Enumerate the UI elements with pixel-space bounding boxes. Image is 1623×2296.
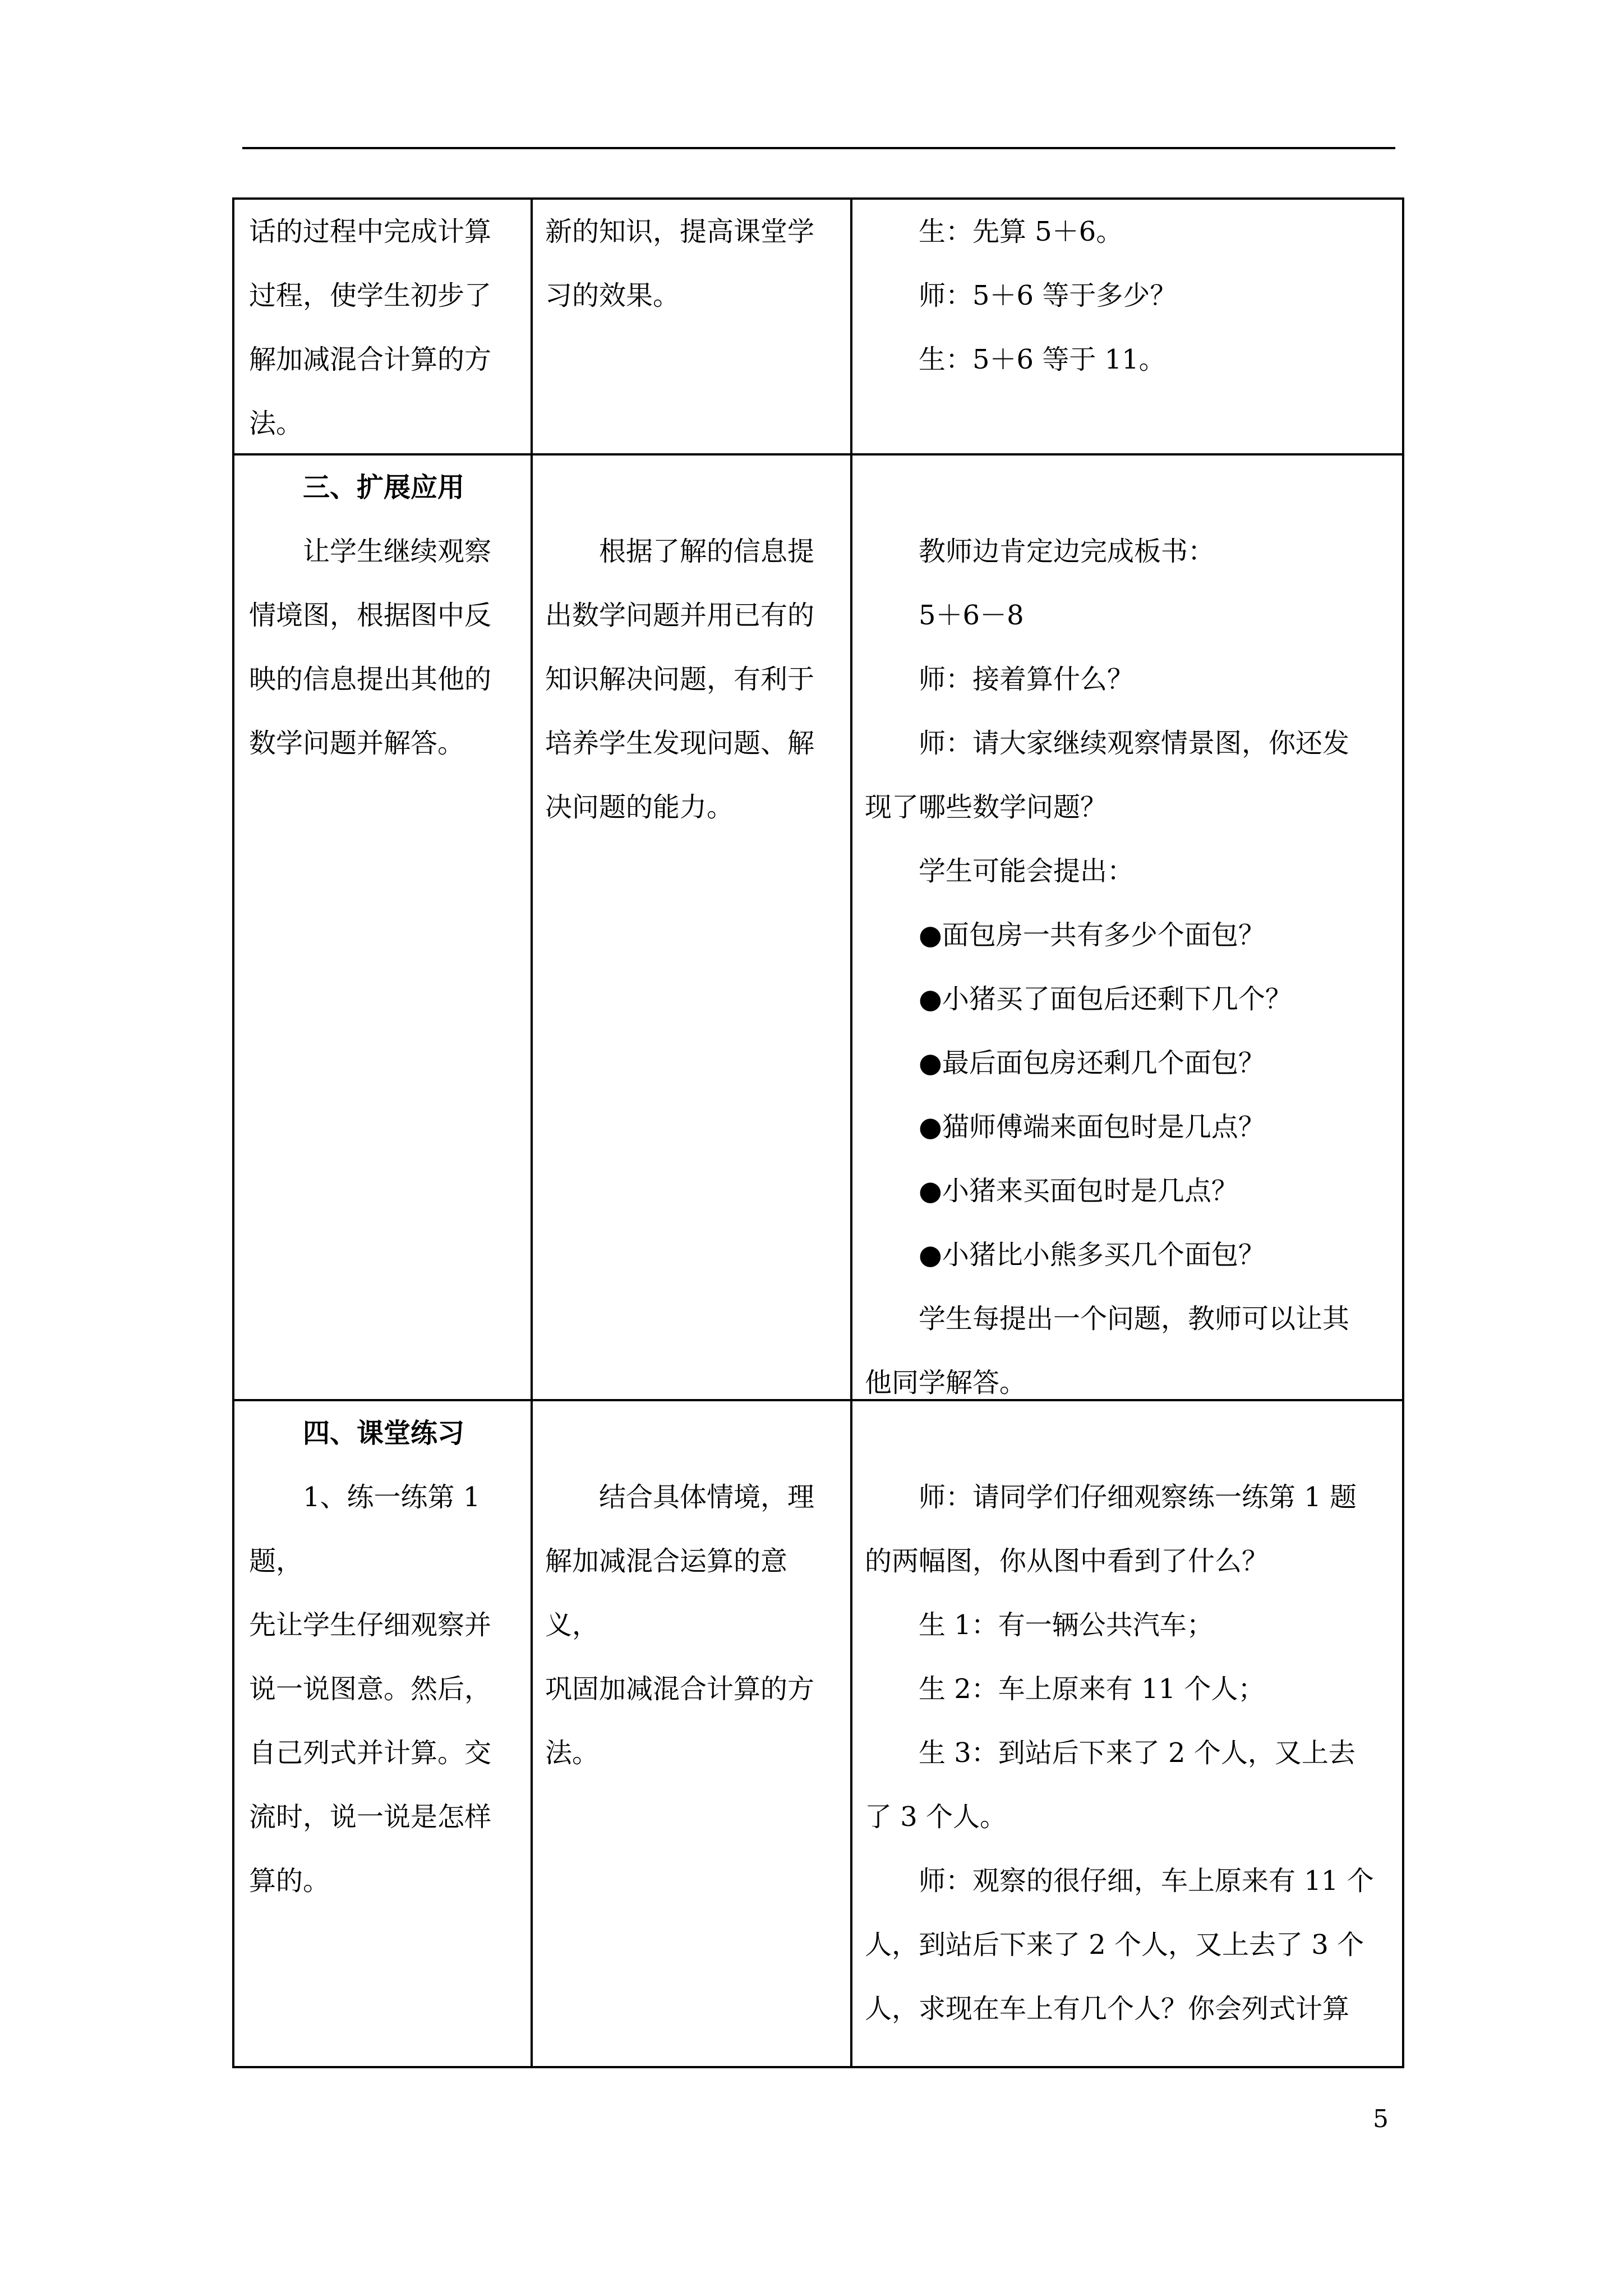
activity-cell xyxy=(234,455,531,1399)
text-line: 学生每提出一个问题，教师可以让其 xyxy=(919,1303,1350,1335)
text-line: 过程，使学生初步了 xyxy=(249,280,492,311)
intent-cell xyxy=(531,455,850,1399)
text-line: 解加减混合计算的方 xyxy=(249,344,492,375)
text-line: 结合具体情境，理 xyxy=(599,1481,815,1513)
text-line: 师：5＋6 等于多少？ xyxy=(919,280,1177,311)
text-line: 映的信息提出其他的 xyxy=(249,664,492,695)
text-line: 现了哪些数学问题？ xyxy=(865,792,1108,823)
text-line: 师：请同学们仔细观察练一练第 1 题 xyxy=(919,1481,1357,1513)
text-line: 算的。 xyxy=(249,1865,330,1897)
dialogue-cell xyxy=(850,200,1404,453)
activity-cell xyxy=(234,1401,531,2066)
text-line: 新的知识，提高课堂学 xyxy=(545,216,815,247)
list-item: ●最后面包房还剩几个面包？ xyxy=(919,1047,1265,1079)
list-item: ●猫师傅端来面包时是几点？ xyxy=(919,1111,1265,1143)
list-item: ●小猪来买面包时是几点？ xyxy=(919,1175,1238,1207)
text-line: 培养学生发现问题、解 xyxy=(545,728,815,759)
text-line: 说一说图意。然后， xyxy=(249,1673,492,1705)
intent-cell xyxy=(531,1401,850,2066)
text-line: 出数学问题并用已有的 xyxy=(545,600,815,631)
text-line: 生 1：有一辆公共汽车； xyxy=(919,1609,1214,1641)
text-line: 生 3：到站后下来了 2 个人，又上去 xyxy=(919,1737,1355,1769)
text-line: 知识解决问题，有利于 xyxy=(545,664,815,695)
text-line: 决问题的能力。 xyxy=(545,792,734,823)
text-line: 师：观察的很仔细，车上原来有 11 个 xyxy=(919,1865,1374,1897)
dialogue-cell xyxy=(850,455,1404,1399)
list-item: ●小猪比小熊多买几个面包？ xyxy=(919,1239,1265,1271)
header-rule xyxy=(242,147,1395,149)
text-line: 情境图，根据图中反 xyxy=(249,600,492,631)
section-heading: 四、课堂练习 xyxy=(303,1418,465,1449)
table-row xyxy=(234,1401,1402,2066)
spacer-line xyxy=(545,455,837,519)
text-line: 人，求现在车上有几个人？你会列式计算 xyxy=(865,1993,1350,2024)
text-line: 根据了解的信息提 xyxy=(599,536,815,567)
text-line: 师：接着算什么？ xyxy=(919,664,1135,695)
text-line: 法。 xyxy=(249,408,303,439)
text-line: 生：先算 5＋6。 xyxy=(919,216,1123,247)
text-line: 师：请大家继续观察情景图，你还发 xyxy=(919,728,1350,759)
text-line: 解加减混合运算的意义， xyxy=(545,1545,788,1641)
page-number: 5 xyxy=(1373,2105,1389,2133)
text-line: 5＋6－8 xyxy=(919,600,1024,631)
text-line: 先让学生仔细观察并 xyxy=(249,1609,492,1641)
text-line: 习的效果。 xyxy=(545,280,680,311)
text-line: 流时，说一说是怎样 xyxy=(249,1801,492,1833)
dialogue-cell xyxy=(850,1401,1404,2066)
table-row xyxy=(234,455,1402,1401)
activity-cell xyxy=(234,200,531,453)
text-line: 自己列式并计算。交 xyxy=(249,1737,492,1769)
text-line: 的两幅图，你从图中看到了什么？ xyxy=(865,1545,1269,1577)
text-line: 他同学解答。 xyxy=(865,1367,1027,1398)
text-line: 教师边肯定边完成板书： xyxy=(919,536,1215,567)
list-item: ●面包房一共有多少个面包？ xyxy=(919,919,1265,951)
spacer-line xyxy=(545,1401,837,1465)
text-line: 巩固加减混合计算的方 xyxy=(545,1673,815,1705)
intent-cell xyxy=(531,200,850,453)
text-line: 生：5＋6 等于 11。 xyxy=(919,344,1166,375)
spacer-line xyxy=(865,1401,1391,1465)
text-line: 生 2：车上原来有 11 个人； xyxy=(919,1673,1265,1705)
lesson-plan-table xyxy=(232,197,1404,2068)
text-line: 人，到站后下来了 2 个人，又上去了 3 个 xyxy=(865,1929,1364,1961)
text-line: 1、练一练第 1 题， xyxy=(249,1481,489,1577)
text-line: 法。 xyxy=(545,1737,600,1769)
text-line: 话的过程中完成计算 xyxy=(249,216,492,247)
text-line: 数学问题并解答。 xyxy=(249,728,465,759)
list-item: ●小猪买了面包后还剩下几个？ xyxy=(919,983,1292,1015)
text-line: 学生可能会提出： xyxy=(919,855,1135,887)
spacer-line xyxy=(865,455,1391,519)
table-row xyxy=(234,200,1402,455)
section-heading: 三、扩展应用 xyxy=(303,472,465,503)
text-line: 了 3 个人。 xyxy=(865,1801,1007,1833)
text-line: 让学生继续观察 xyxy=(303,536,492,567)
